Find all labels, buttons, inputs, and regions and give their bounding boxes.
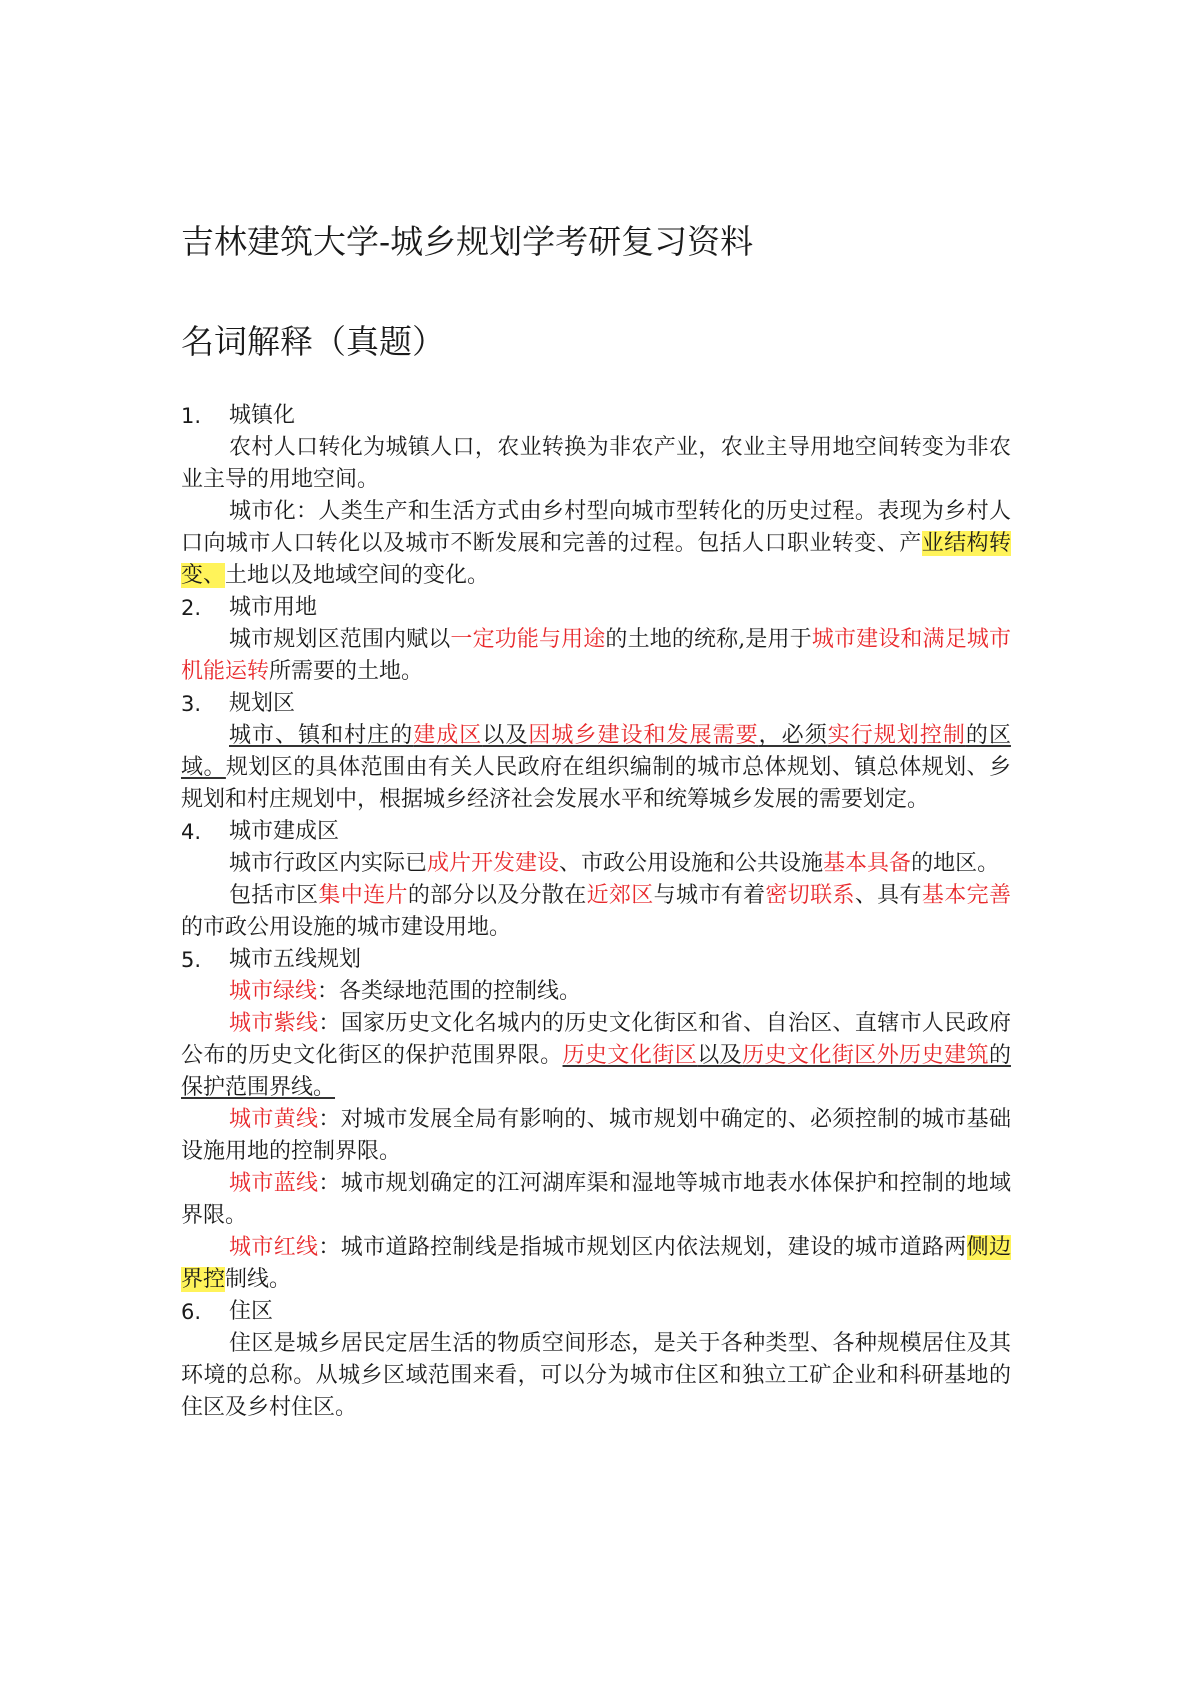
text-run: ：各类绿地范围的控制线。 — [317, 979, 582, 1004]
red-text-run: 实行规划控制 — [827, 723, 966, 748]
text-run: 的地区。 — [911, 851, 1000, 876]
red-text-run: 基本完善 — [921, 883, 1011, 908]
document-title: 吉林建筑大学-城乡规划学考研复习资料 — [181, 222, 754, 261]
definition-paragraph — [181, 880, 1011, 944]
term-item — [181, 816, 1011, 944]
text-run: ：城市道路控制线是指城市规划区内依法规划，建设的城市道路两 — [318, 1235, 967, 1260]
text-run: 的部分以及分散在 — [407, 883, 587, 908]
term-number: 1. — [181, 404, 202, 428]
text-run: 城市行政区内实际已 — [229, 851, 428, 876]
term-number: 5. — [181, 948, 202, 972]
text-run: 的保护范围界线。 — [181, 1043, 1011, 1100]
red-text-run: 城市蓝线 — [229, 1171, 319, 1196]
text-run: ，必须 — [758, 723, 828, 748]
red-text-run: 历史文化街区 — [562, 1043, 698, 1068]
text-run: ：对城市发展全局有影响的、城市规划中确定的、必须控制的城市基础设施用地的控制界限。 — [181, 1107, 1011, 1164]
red-text-run: 基本具备 — [823, 851, 912, 876]
red-text-run: 城市紫线 — [229, 1011, 319, 1036]
red-text-run: 建成区 — [413, 723, 483, 748]
term-number: 4. — [181, 820, 202, 844]
text-run: 、市政公用设施和公共设施 — [559, 851, 824, 876]
blue-line-paragraph — [181, 1168, 1011, 1232]
term-heading — [181, 1296, 1011, 1328]
red-text-run: 一定功能与用途 — [450, 627, 606, 652]
definition-paragraph — [181, 496, 1011, 592]
term-item — [181, 944, 1011, 1296]
term-title: 城镇化 — [229, 403, 296, 428]
text-run: 与城市有着 — [653, 883, 766, 908]
text-run: ：城市规划确定的江河湖库渠和湿地等城市地表水体保护和控制的地域界限。 — [181, 1171, 1011, 1228]
term-heading — [181, 592, 1011, 624]
term-title: 住区 — [229, 1299, 274, 1324]
purple-line-paragraph — [181, 1008, 1011, 1104]
text-run: 制线。 — [225, 1267, 292, 1292]
red-text-run: 集中连片 — [318, 883, 408, 908]
section-heading: 名词解释（真题） — [181, 322, 445, 361]
term-title: 城市五线规划 — [229, 947, 362, 972]
text-run: ：国家历史文化名城内的历史文化街区和省、自治区、直辖市人民政府公布的历史文化街区的保护范围界限。 — [181, 1011, 1011, 1068]
term-heading — [181, 400, 1011, 432]
text-run: 规划区的具体范围由有关人民政府在组织编制的城市总体规划、镇总体规划、乡规划和村庄规划中，根据城乡经济社会发展水平和统筹城乡发展的需要划定。 — [181, 755, 1011, 812]
red-text-run: 近郊区 — [586, 883, 654, 908]
term-title: 城市建成区 — [229, 819, 340, 844]
term-title: 规划区 — [229, 691, 296, 716]
term-number: 2. — [181, 596, 202, 620]
text-run: 城市化：人类生产和生活方式由乡村型向城市型转化的历史过程。表现为乡村人口向城市人口转化以及城市不断发展和完善的过程。包括人口职业转变、产 — [181, 499, 1011, 556]
term-heading — [181, 816, 1011, 848]
red-text-run: 城市红线 — [229, 1235, 319, 1260]
definition-paragraph — [181, 624, 1011, 688]
text-run: 所需要的土地。 — [269, 659, 424, 684]
text-run: 以及 — [482, 723, 529, 748]
text-run: 、具有 — [854, 883, 922, 908]
text-run: 的区域。 — [181, 723, 1011, 780]
highlight-run: 侧边界控 — [181, 1235, 1011, 1292]
green-line-paragraph — [181, 976, 1011, 1008]
definition-paragraph — [181, 848, 1011, 880]
red-text-run: 城市黄线 — [229, 1107, 319, 1132]
term-heading — [181, 944, 1011, 976]
term-item — [181, 1296, 1011, 1424]
text-run: 的土地的统称,是用于 — [605, 627, 812, 652]
yellow-line-paragraph — [181, 1104, 1011, 1168]
text-run: 土地以及地域空间的变化。 — [225, 563, 490, 588]
red-text-run: 城市绿线 — [229, 979, 318, 1004]
red-text-run: 因城乡建设和发展需要 — [528, 723, 759, 748]
red-text-run: 密切联系 — [765, 883, 855, 908]
term-number: 3. — [181, 692, 202, 716]
red-text-run: 历史文化街区外历史建筑 — [742, 1043, 989, 1068]
text-run: 以及 — [697, 1043, 743, 1068]
definition-paragraph: 农村人口转化为城镇人口，农业转换为非农产业，农业主导用地空间转变为非农业主导的用地空间。 — [181, 435, 1011, 492]
red-text-run: 城市建设和满足城市机能运转 — [181, 627, 1011, 684]
red-text-run: 成片开发建设 — [427, 851, 560, 876]
highlight-run: 业结构转变、 — [181, 531, 1011, 588]
definition-paragraph: 住区是城乡居民定居生活的物质空间形态，是关于各种类型、各种规模居住及其环境的总称。从城乡区域范围来看，可以分为城市住区和独立工矿企业和科研基地的住区及乡村住区。 — [181, 1331, 1011, 1420]
red-line-paragraph — [181, 1232, 1011, 1296]
term-item — [181, 688, 1011, 816]
term-item — [181, 592, 1011, 688]
term-list — [181, 400, 1011, 1424]
term-title: 城市用地 — [229, 595, 318, 620]
term-item — [181, 400, 1011, 592]
term-number: 6. — [181, 1300, 202, 1324]
text-run: 包括市区 — [229, 883, 319, 908]
term-heading — [181, 688, 1011, 720]
definition-paragraph — [181, 720, 1011, 816]
text-run: 城市、镇和村庄的 — [229, 723, 414, 748]
text-run: 城市规划区范围内赋以 — [229, 627, 451, 652]
text-run: 的市政公用设施的城市建设用地。 — [181, 915, 512, 940]
